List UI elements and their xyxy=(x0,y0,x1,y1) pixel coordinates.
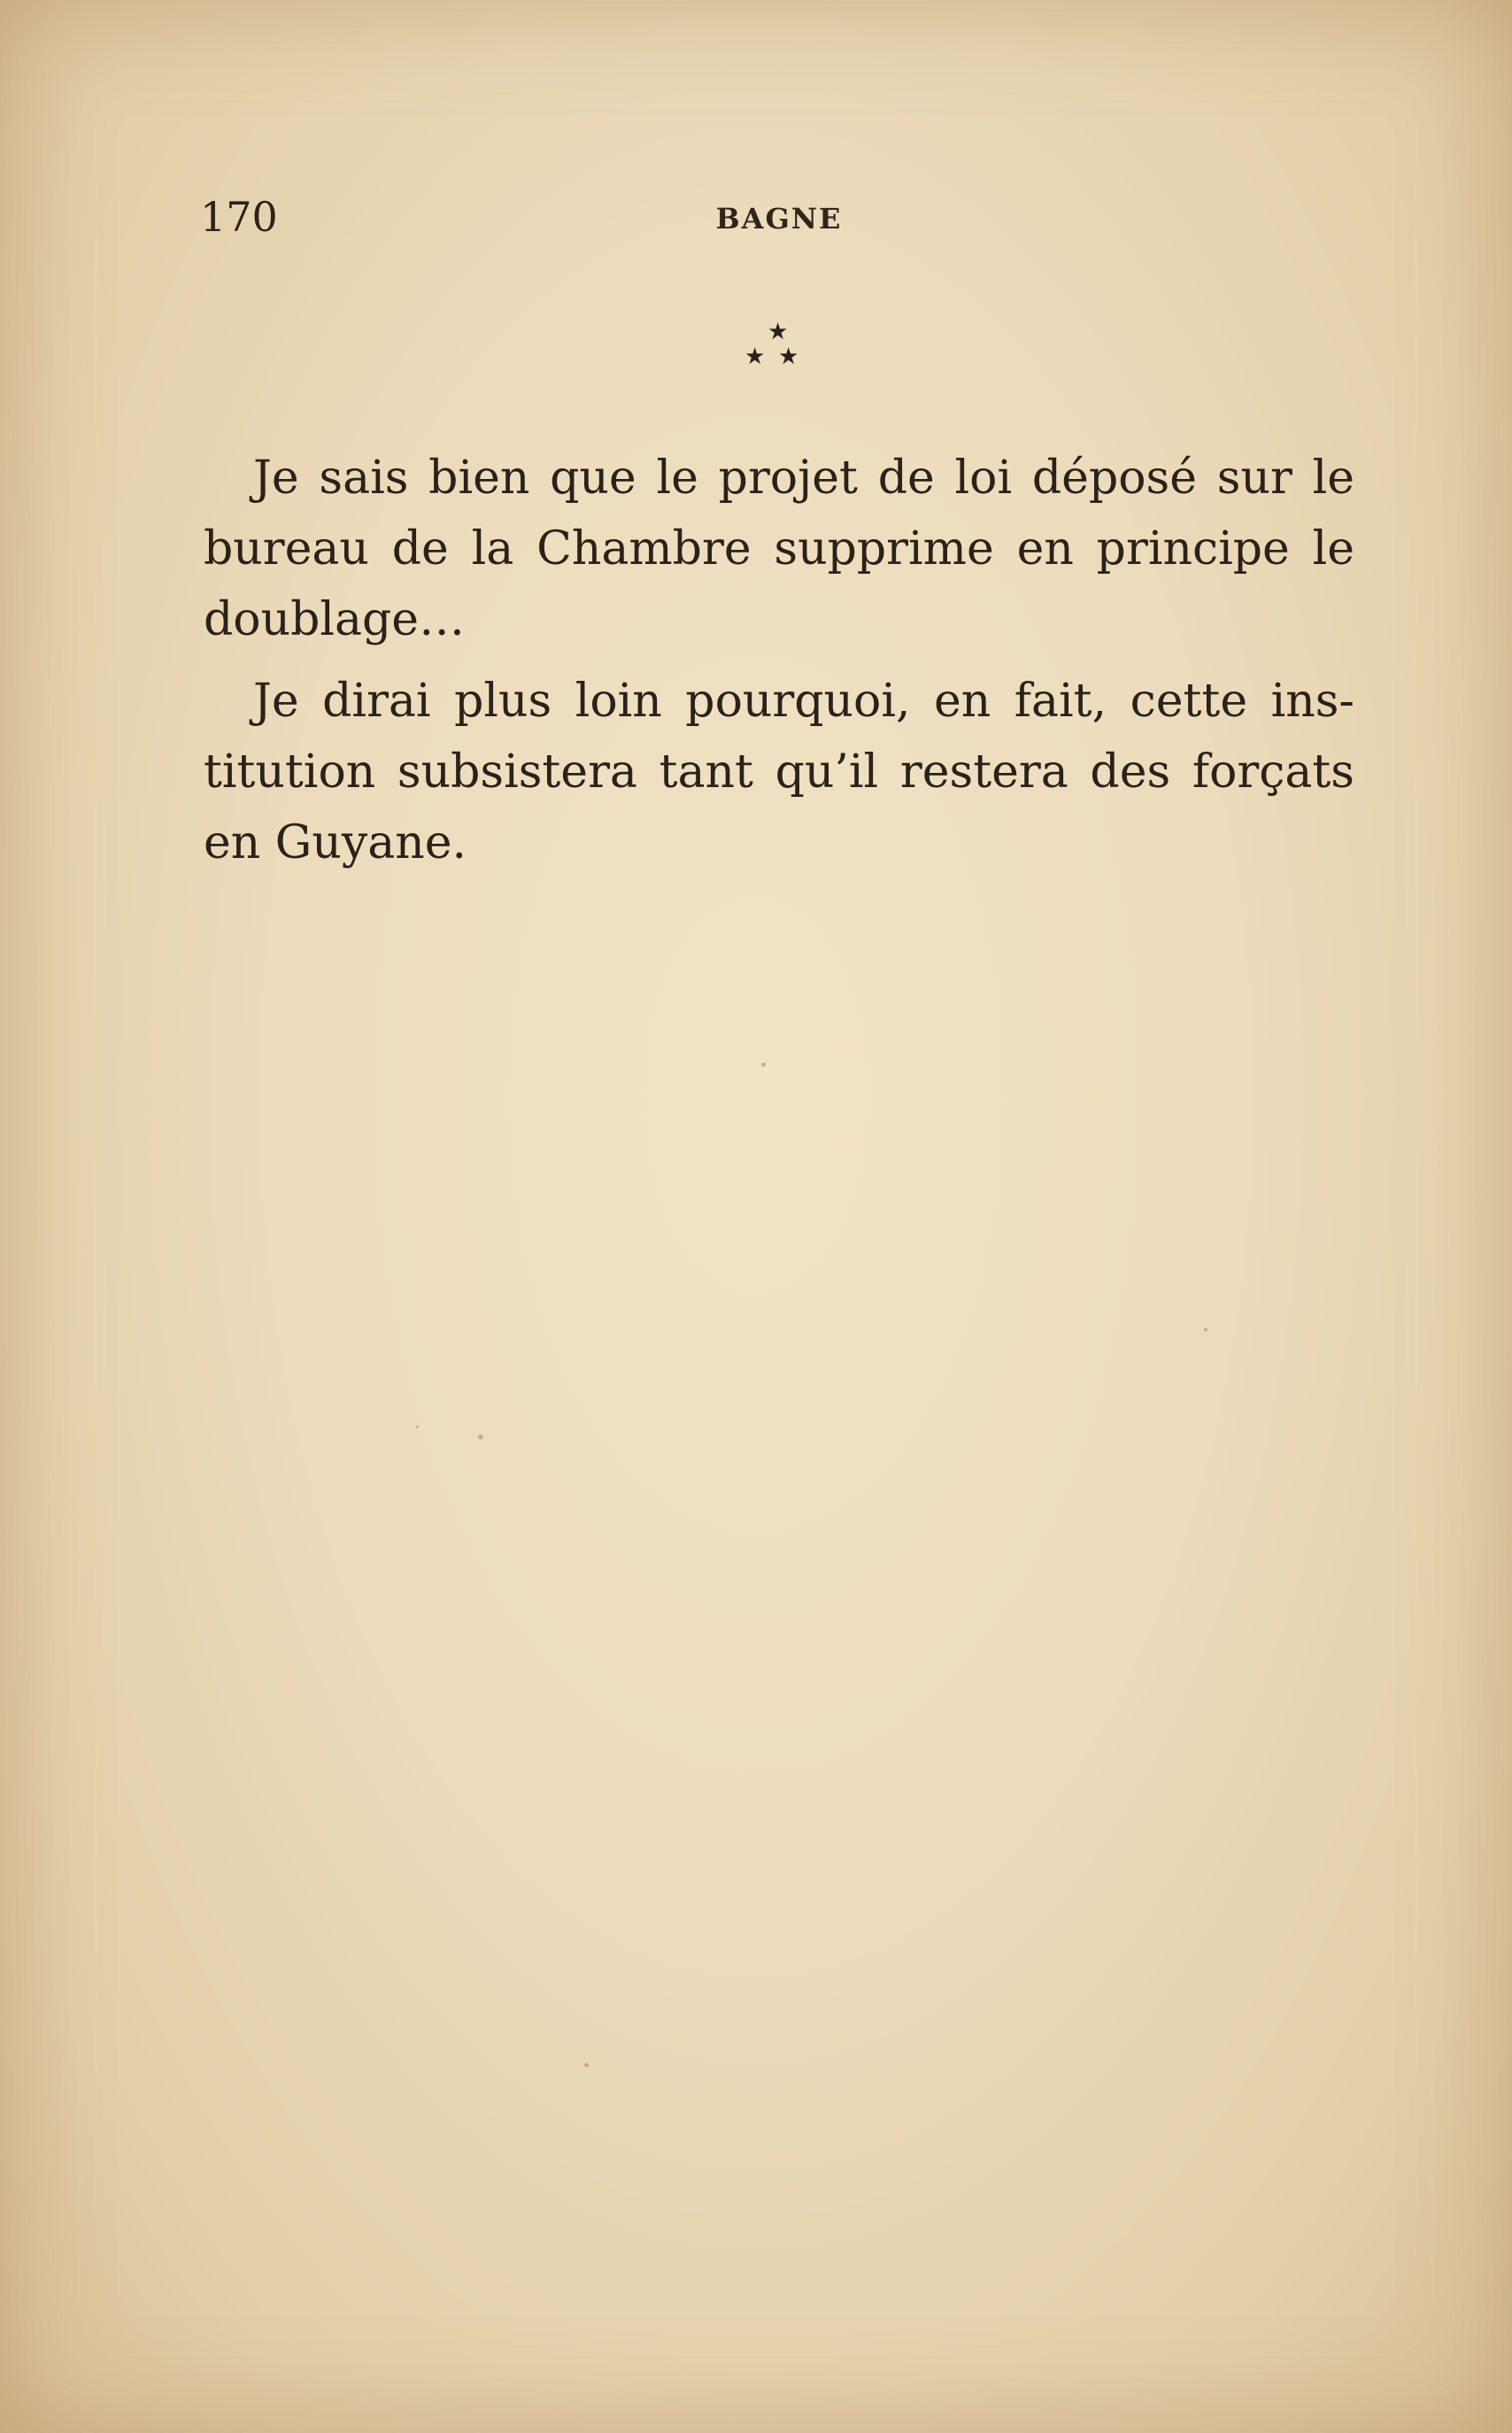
paragraph xyxy=(204,443,1354,655)
paper-speck xyxy=(478,1434,483,1440)
paragraph-text: Je dirai plus loin pourquoi, en fait, cette institution subsistera tant qu’il restera des forçats en Guyane. xyxy=(204,675,1354,869)
running-title: BAGNE xyxy=(715,202,843,236)
paper-speck xyxy=(1204,1328,1207,1332)
paper-speck xyxy=(584,2063,589,2067)
paper-speck xyxy=(416,1425,419,1428)
star-icon: ★ xyxy=(768,319,789,345)
star-icon: ★ xyxy=(744,344,766,370)
paper-speck xyxy=(761,1062,766,1067)
body-text xyxy=(204,443,1354,878)
paragraph-text: Je sais bien que le projet de loi déposé sur le bureau de la Chambre supprime en principe le doublage… xyxy=(204,452,1354,646)
page-number: 170 xyxy=(200,193,278,241)
paragraph xyxy=(204,666,1354,878)
star-icon: ★ xyxy=(778,344,799,370)
asterism-separator xyxy=(739,321,819,382)
